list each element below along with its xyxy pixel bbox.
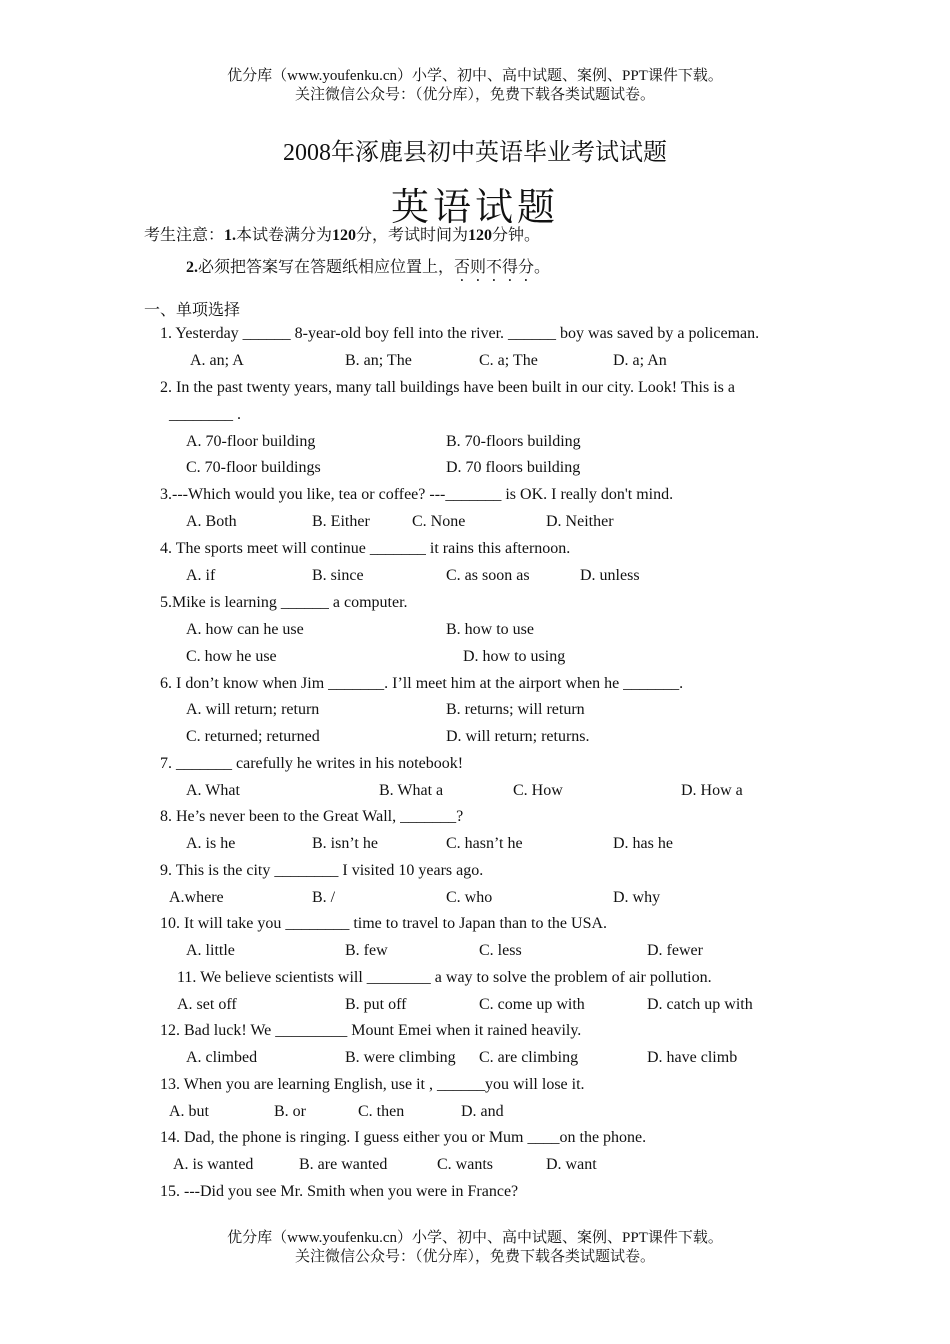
option: D. How a [681, 782, 743, 799]
option: B. are wanted [299, 1156, 388, 1173]
option: B. isn’t he [312, 835, 378, 852]
notice-text: 本试卷满分为 [236, 227, 333, 244]
question-13: 13. When you are learning English, use it , ______you will lose it. [160, 1076, 585, 1093]
option: D. catch up with [647, 996, 753, 1013]
question-1: 1. Yesterday ______ 8-year-old boy fell into the river. ______ boy was saved by a policeman. [160, 325, 760, 342]
option: D. has he [613, 835, 673, 852]
option: A. how can he use [186, 621, 304, 638]
option: C. hasn’t he [446, 835, 523, 852]
option: A. climbed [186, 1049, 258, 1066]
option: D. Neither [546, 513, 614, 530]
option: C. How [513, 782, 563, 799]
option: D. want [546, 1156, 597, 1173]
option: C. a; The [479, 352, 538, 369]
question-8: 8. He’s never been to the Great Wall, _______? [160, 808, 464, 825]
notice-text: 。 [534, 259, 551, 276]
notice-line-1 [144, 226, 540, 246]
question-9: 9. This is the city ________ I visited 10 years ago. [160, 862, 484, 879]
option: D. unless [580, 567, 640, 584]
question-6: 6. I don’t know when Jim _______. I’ll meet him at the airport when he _______. [160, 675, 684, 692]
question-15: 15. ---Did you see Mr. Smith when you were in France? [160, 1183, 519, 1200]
option: D. have climb [647, 1049, 738, 1066]
option: A. is wanted [173, 1156, 254, 1173]
option: B. an; The [345, 352, 412, 369]
option: C. how he use [186, 648, 277, 665]
notice-line-2 [186, 258, 550, 285]
exam-time: 120 [468, 227, 493, 244]
option: C. then [358, 1103, 405, 1120]
option: A. but [169, 1103, 209, 1120]
option: D. and [461, 1103, 504, 1120]
question-7: 7. _______ carefully he writes in his notebook! [160, 755, 464, 772]
option: B. 70-floors building [446, 433, 581, 450]
option: C. wants [437, 1156, 493, 1173]
option: D. will return; returns. [446, 728, 590, 745]
question-2-continued: ________ . [169, 406, 241, 423]
footer-line-2: 关注微信公众号：（优分库），免费下载各类试题试卷。 [294, 1249, 655, 1265]
option: A. will return; return [186, 701, 320, 718]
option: C. None [412, 513, 466, 530]
emphasized-text: 否则不得分 [454, 259, 535, 276]
option: C. less [479, 942, 522, 959]
option: A. if [186, 567, 216, 584]
question-12: 12. Bad luck! We _________ Mount Emei when it rained heavily. [160, 1022, 582, 1039]
question-14: 14. Dad, the phone is ringing. I guess either you or Mum ____on the phone. [160, 1129, 647, 1146]
option: D. fewer [647, 942, 703, 959]
option: C. 70-floor buildings [186, 459, 321, 476]
option: A. little [186, 942, 235, 959]
option: B. put off [345, 996, 407, 1013]
option: A. is he [186, 835, 236, 852]
option: A. an; A [190, 352, 244, 369]
notice-num-1: 1. [224, 227, 237, 244]
notice-label: 考生注意： [144, 227, 225, 244]
question-5: 5.Mike is learning ______ a computer. [160, 594, 408, 611]
notice-num-2: 2. [186, 259, 198, 276]
question-10: 10. It will take you ________ time to travel to Japan than to the USA. [160, 915, 608, 932]
question-11: 11. We believe scientists will ________ a way to solve the problem of air pollution. [177, 969, 712, 986]
option: B. how to use [446, 621, 534, 638]
section-heading: 一、单项选择 [144, 300, 241, 319]
option: B. Either [312, 513, 370, 530]
option: A. 70-floor building [186, 433, 316, 450]
option: B. What a [379, 782, 444, 799]
option: C. who [446, 889, 493, 906]
header-line-1: 优分库（www.youfenku.cn）小学、初中、高中试题、案例、PPT课件下载。 [227, 68, 723, 84]
option: A.where [169, 889, 224, 906]
option: D. why [613, 889, 661, 906]
exam-title: 2008年涿鹿县初中英语毕业考试试题 [283, 140, 667, 166]
header-line-2: 关注微信公众号：（优分库），免费下载各类试题试卷。 [294, 87, 655, 103]
option: B. returns; will return [446, 701, 585, 718]
option: A. set off [177, 996, 237, 1013]
option: A. Both [186, 513, 237, 530]
option: B. were climbing [345, 1049, 456, 1066]
notice-text: 必须把答案写在答题纸相应位置上， [198, 259, 455, 276]
option: B. since [312, 567, 364, 584]
question-2: 2. In the past twenty years, many tall buildings have been built in our city. Look! This is a [160, 379, 735, 396]
option: D. how to using [463, 648, 566, 665]
notice-text: 分，考试时间为 [356, 227, 469, 244]
question-3: 3.---Which would you like, tea or coffee? ---_______ is OK. I really don't mind. [160, 486, 674, 503]
full-score: 120 [332, 227, 357, 244]
question-4: 4. The sports meet will continue _______ it rains this afternoon. [160, 540, 571, 557]
option: B. or [274, 1103, 306, 1120]
notice-text: 分钟。 [492, 227, 541, 244]
option: C. come up with [479, 996, 585, 1013]
subject-title: 英语试题 [390, 185, 559, 229]
option: A. What [186, 782, 240, 799]
option: D. a; An [613, 352, 667, 369]
option: B. few [345, 942, 388, 959]
option: B. / [312, 889, 336, 906]
option: D. 70 floors building [446, 459, 581, 476]
option: C. as soon as [446, 567, 530, 584]
option: C. are climbing [479, 1049, 579, 1066]
footer-line-1: 优分库（www.youfenku.cn）小学、初中、高中试题、案例、PPT课件下载。 [227, 1230, 723, 1246]
option: C. returned; returned [186, 728, 320, 745]
